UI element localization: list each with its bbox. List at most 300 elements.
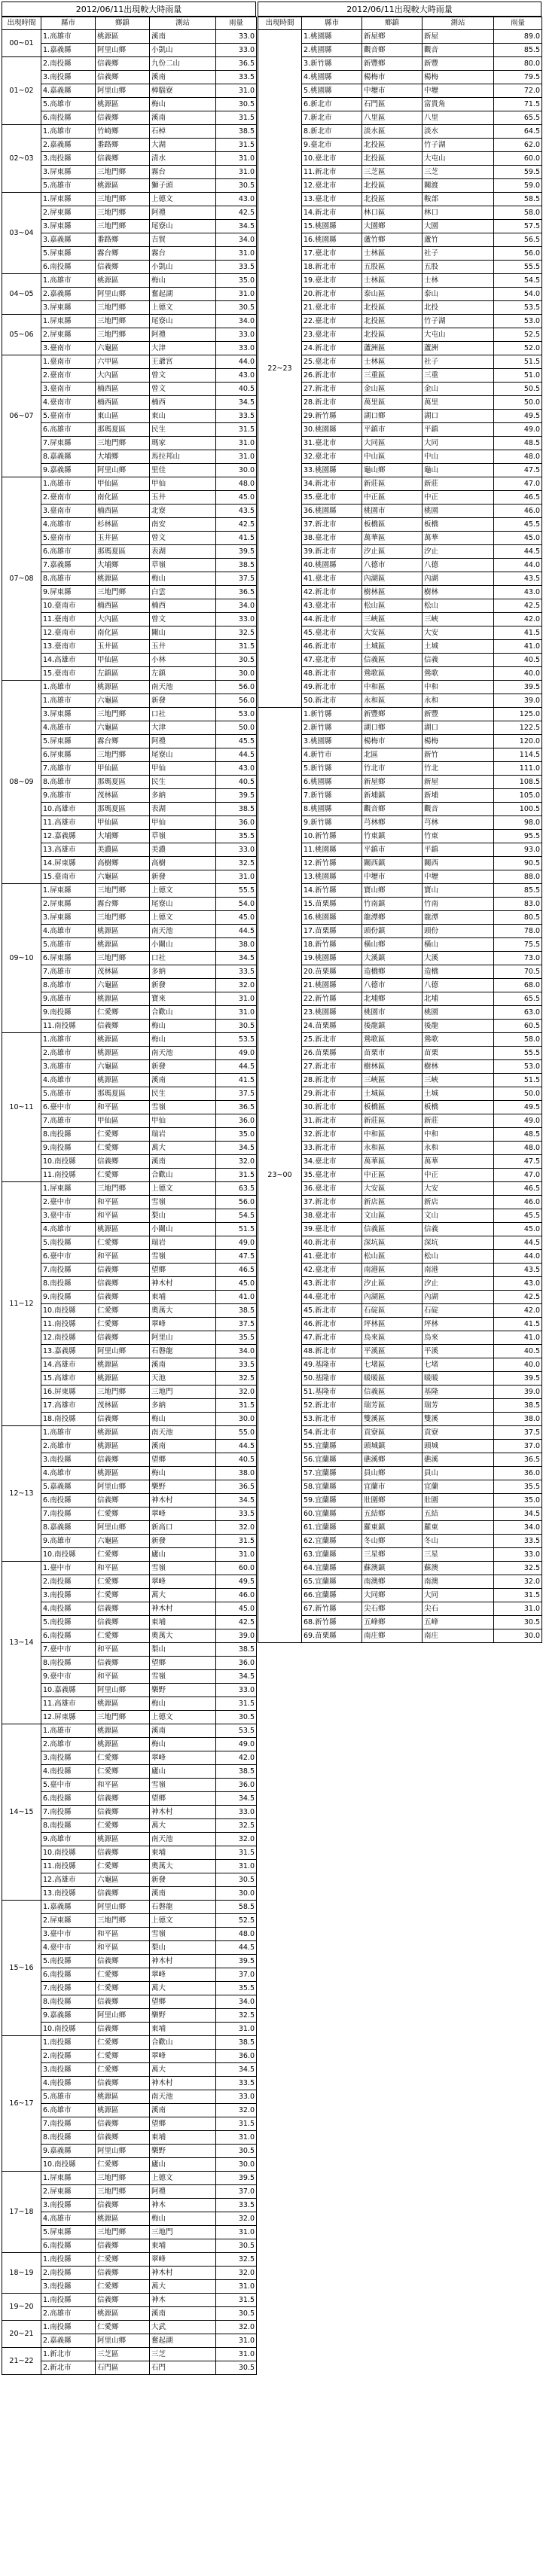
rainfall-cell: 56.0 [216, 681, 257, 694]
table-row [2, 30, 257, 44]
county-cell: 6.南投縣 [41, 1968, 96, 1982]
county-cell: 9.新竹縣 [302, 816, 362, 830]
time-slot-cell: 09~10 [2, 884, 41, 1033]
county-cell: 3.屏東縣 [41, 708, 96, 721]
township-cell: 茂林區 [96, 789, 150, 803]
station-cell: 上德文 [150, 1914, 216, 1928]
township-cell: 蘆洲區 [362, 342, 423, 355]
rainfall-cell: 33.0 [216, 2090, 257, 2104]
county-cell: 36.臺北市 [302, 1182, 362, 1196]
time-slot-cell: 19~20 [2, 2294, 41, 2321]
station-cell: 雙溪 [423, 1413, 494, 1426]
county-cell: 5.高雄市 [41, 938, 96, 952]
county-cell: 10.南投縣 [41, 1304, 96, 1318]
county-cell: 1.屏東縣 [41, 884, 96, 898]
township-cell: 石碇區 [362, 1304, 423, 1318]
county-cell: 5.高雄市 [41, 2090, 96, 2104]
rainfall-cell: 40.5 [494, 1345, 542, 1358]
rainfall-cell: 122.5 [494, 721, 542, 735]
county-cell: 46.新北市 [302, 640, 362, 654]
rainfall-cell: 56.0 [494, 247, 542, 261]
county-cell: 12.南投縣 [41, 1331, 96, 1345]
rainfall-cell: 85.5 [494, 884, 542, 898]
rainfall-cell: 30.5 [216, 1711, 257, 1724]
rainfall-cell: 39.0 [494, 1386, 542, 1399]
rainfall-cell: 108.5 [494, 776, 542, 789]
county-cell: 16.桃園縣 [302, 911, 362, 925]
county-cell: 37.新北市 [302, 1196, 362, 1209]
township-cell: 士林區 [362, 247, 423, 261]
station-cell: 南天池 [150, 2090, 216, 2104]
township-cell: 美濃區 [96, 843, 150, 857]
rainfall-cell: 60.5 [494, 1020, 542, 1033]
station-cell: 中正 [423, 491, 494, 505]
township-cell: 那瑪夏區 [96, 423, 150, 437]
township-cell: 新莊區 [362, 477, 423, 491]
rainfall-cell: 39.0 [216, 1629, 257, 1643]
rainfall-cell: 58.5 [216, 1901, 257, 1914]
township-cell: 仁愛鄉 [96, 2158, 150, 2172]
township-cell: 大內區 [96, 613, 150, 626]
township-cell: 阿里山鄉 [96, 1521, 150, 1535]
rainfall-cell: 34.5 [216, 1142, 257, 1155]
county-cell: 32.臺北市 [302, 450, 362, 464]
township-cell: 汐止區 [362, 545, 423, 559]
rainfall-cell: 36.0 [216, 1657, 257, 1670]
station-cell: 萬華 [423, 1155, 494, 1169]
township-cell: 羅東鎮 [362, 1521, 423, 1535]
rainfall-cell: 30.5 [216, 2361, 257, 2375]
station-cell: 龍潭 [423, 911, 494, 925]
rainfall-cell: 33.5 [216, 261, 257, 274]
time-slot-cell: 08~09 [2, 681, 41, 884]
station-cell: 萬華 [423, 532, 494, 545]
table-row [2, 125, 257, 139]
township-cell: 平鎮市 [362, 423, 423, 437]
station-cell: 口社 [150, 708, 216, 721]
station-cell: 合歡山 [150, 2036, 216, 2050]
station-cell: 五結 [423, 1507, 494, 1521]
rainfall-cell: 43.5 [494, 572, 542, 586]
rainfall-cell: 32.5 [216, 1819, 257, 1833]
station-cell: 八里 [423, 111, 494, 125]
county-cell: 15.高雄市 [41, 1372, 96, 1386]
county-cell: 12.屏東縣 [41, 1711, 96, 1724]
county-cell: 45.新北市 [302, 1304, 362, 1318]
county-cell: 32.新北市 [302, 1128, 362, 1142]
county-cell: 2.南投縣 [41, 2267, 96, 2280]
county-cell: 9.高雄市 [41, 1833, 96, 1846]
rainfall-cell: 37.0 [216, 1968, 257, 1982]
station-cell: 尖石 [423, 1602, 494, 1616]
township-cell: 桃源區 [96, 274, 150, 288]
rainfall-cell: 31.5 [216, 1846, 257, 1860]
station-cell: 溪南 [150, 111, 216, 125]
station-cell: 南天池 [150, 681, 216, 694]
station-cell: 大武 [150, 2321, 216, 2334]
township-cell: 仁愛鄉 [96, 2253, 150, 2267]
station-cell: 多納 [150, 965, 216, 979]
township-cell: 三地門鄉 [96, 220, 150, 233]
rainfall-cell: 45.0 [216, 1602, 257, 1616]
station-cell: 信義 [423, 1223, 494, 1236]
county-cell: 1.屏東縣 [41, 2172, 96, 2185]
rainfall-cell: 95.5 [494, 830, 542, 843]
station-cell: 新發 [150, 1873, 216, 1887]
township-cell: 內湖區 [362, 572, 423, 586]
rainfall-cell: 40.0 [494, 667, 542, 681]
county-cell: 2.屏東縣 [41, 1914, 96, 1928]
township-cell: 林口區 [362, 206, 423, 220]
township-cell: 鶯歌區 [362, 667, 423, 681]
station-cell: 梅山 [150, 1697, 216, 1711]
township-cell: 五峰鄉 [362, 1616, 423, 1629]
station-cell: 小凱山 [150, 44, 216, 57]
rainfall-cell: 45.0 [494, 1223, 542, 1236]
station-cell: 樂野 [150, 2145, 216, 2158]
township-cell: 中正區 [362, 491, 423, 505]
county-cell: 1.南投縣 [41, 2253, 96, 2267]
county-cell: 2.南投縣 [41, 2050, 96, 2063]
station-cell: 雪嶺 [150, 1101, 216, 1114]
county-cell: 44.新北市 [302, 613, 362, 626]
rainfall-cell: 36.0 [216, 2050, 257, 2063]
township-cell: 永和區 [362, 1142, 423, 1155]
station-cell: 梅山 [150, 1738, 216, 1751]
county-cell: 3.南投縣 [41, 71, 96, 84]
township-cell: 大埔鄉 [96, 830, 150, 843]
station-cell: 小關山 [150, 938, 216, 952]
township-cell: 玉井區 [96, 640, 150, 654]
rainfall-cell: 32.0 [216, 2104, 257, 2117]
station-cell: 望鄉 [150, 1264, 216, 1277]
county-cell: 1.臺南市 [41, 355, 96, 369]
rainfall-cell: 42.5 [216, 206, 257, 220]
rainfall-cell: 51.5 [494, 1074, 542, 1087]
county-cell: 4.高雄市 [41, 1223, 96, 1236]
county-cell: 13.臺南市 [41, 640, 96, 654]
township-cell: 阿里山鄉 [96, 1480, 150, 1494]
time-slot-cell: 11~12 [2, 1182, 41, 1426]
township-cell: 板橋區 [362, 518, 423, 532]
station-cell: 大同 [423, 1589, 494, 1602]
township-cell: 芎林鄉 [362, 816, 423, 830]
county-cell: 5.屏東縣 [41, 735, 96, 748]
township-cell: 竹東鎮 [362, 830, 423, 843]
header-time: 出現時間 [258, 17, 302, 30]
township-cell: 六龜區 [96, 870, 150, 884]
township-cell: 桃源區 [96, 1697, 150, 1711]
county-cell: 5.高雄市 [41, 1087, 96, 1101]
rainfall-cell: 114.5 [494, 748, 542, 762]
station-cell: 富貴角 [423, 98, 494, 111]
county-cell: 15.苗栗縣 [302, 898, 362, 911]
station-cell: 社子 [423, 247, 494, 261]
township-cell: 新豐鄉 [362, 708, 423, 721]
rainfall-cell: 30.5 [216, 1873, 257, 1887]
county-cell: 20.新北市 [302, 288, 362, 301]
rainfall-cell: 38.5 [216, 803, 257, 816]
county-cell: 45.臺北市 [302, 626, 362, 640]
station-cell: 新發 [150, 1060, 216, 1074]
station-cell: 中山 [423, 450, 494, 464]
rainfall-cell: 30.5 [216, 301, 257, 315]
time-slot-cell: 15~16 [2, 1901, 41, 2036]
table-row [2, 315, 257, 328]
station-cell: 中正 [423, 1169, 494, 1182]
station-cell: 永和 [423, 694, 494, 708]
county-cell: 1.高雄市 [41, 1426, 96, 1440]
township-cell: 南澳鄉 [362, 1575, 423, 1589]
county-cell: 39.新北市 [302, 545, 362, 559]
rainfall-cell: 32.0 [216, 1833, 257, 1846]
township-cell: 萬華區 [362, 1155, 423, 1169]
township-cell: 三地門鄉 [96, 328, 150, 342]
county-cell: 42.臺北市 [302, 1264, 362, 1277]
county-cell: 14.高雄市 [41, 1358, 96, 1372]
county-cell: 9.高雄市 [41, 992, 96, 1006]
station-cell: 神木村 [150, 1806, 216, 1819]
county-cell: 1.高雄市 [41, 125, 96, 139]
township-cell: 信義鄉 [96, 2239, 150, 2253]
township-cell: 淡水區 [362, 125, 423, 139]
county-cell: 57.宜蘭縣 [302, 1467, 362, 1480]
county-cell: 6.南投縣 [41, 1792, 96, 1806]
table-row [2, 884, 257, 898]
county-cell: 5.桃園縣 [302, 84, 362, 98]
township-cell: 阿里山鄉 [96, 84, 150, 98]
township-cell: 龜山鄉 [362, 464, 423, 477]
county-cell: 2.高雄市 [41, 1440, 96, 1453]
rainfall-cell: 54.0 [494, 288, 542, 301]
township-cell: 桃源區 [96, 1372, 150, 1386]
township-cell: 北埔鄉 [362, 992, 423, 1006]
rainfall-cell: 36.0 [216, 816, 257, 830]
time-slot-cell: 03~04 [2, 193, 41, 274]
county-cell: 10.臺南市 [41, 599, 96, 613]
station-cell: 上德文 [150, 2172, 216, 2185]
township-cell: 信義鄉 [96, 111, 150, 125]
county-cell: 7.南投縣 [41, 1264, 96, 1277]
township-cell: 新屋鄉 [362, 776, 423, 789]
county-cell: 2.桃園縣 [302, 44, 362, 57]
township-cell: 信義鄉 [96, 1955, 150, 1968]
county-cell: 16.屏東縣 [41, 1386, 96, 1399]
header-county: 縣市 [41, 17, 96, 30]
county-cell: 1.臺中市 [41, 1562, 96, 1575]
county-cell: 12.高雄市 [41, 1873, 96, 1887]
station-cell: 瑪家 [150, 437, 216, 450]
township-cell: 阿里山鄉 [96, 2145, 150, 2158]
rainfall-cell: 43.0 [216, 762, 257, 776]
rainfall-cell: 79.5 [494, 71, 542, 84]
station-cell: 蘆竹 [423, 233, 494, 247]
county-cell: 31.臺北市 [302, 437, 362, 450]
township-cell: 北投區 [362, 301, 423, 315]
rainfall-cell: 49.5 [494, 1101, 542, 1114]
county-cell: 50.新北市 [302, 694, 362, 708]
township-cell: 大同區 [362, 437, 423, 450]
township-cell: 桃源區 [96, 1033, 150, 1047]
station-cell: 北寮 [150, 505, 216, 518]
township-cell: 信義鄉 [96, 261, 150, 274]
township-cell: 高樹鄉 [96, 857, 150, 870]
rainfall-cell: 55.5 [494, 261, 542, 274]
rainfall-cell: 32.0 [216, 2212, 257, 2226]
township-cell: 信義鄉 [96, 1155, 150, 1169]
station-cell: 上德文 [150, 911, 216, 925]
rainfall-cell: 34.5 [216, 1670, 257, 1684]
rainfall-cell: 44.5 [216, 748, 257, 762]
station-cell: 寶山 [423, 884, 494, 898]
county-cell: 18.新竹縣 [302, 938, 362, 952]
rainfall-cell: 43.0 [494, 586, 542, 599]
station-cell: 泰山 [423, 288, 494, 301]
station-cell: 馬拉邦山 [150, 450, 216, 464]
station-cell: 大屯山 [423, 152, 494, 166]
station-cell: 鞍部 [423, 193, 494, 206]
station-cell: 樟腦寮 [150, 84, 216, 98]
township-cell: 中山區 [362, 450, 423, 464]
township-cell: 阿里山鄉 [96, 1901, 150, 1914]
county-cell: 62.宜蘭縣 [302, 1535, 362, 1548]
rainfall-cell: 30.0 [216, 1413, 257, 1426]
county-cell: 10.南投縣 [41, 2158, 96, 2172]
township-cell: 信義鄉 [96, 1806, 150, 1819]
rainfall-cell: 41.5 [494, 626, 542, 640]
rainfall-cell: 30.5 [216, 179, 257, 193]
rainfall-cell: 33.0 [216, 1806, 257, 1819]
county-cell: 1.屏東縣 [41, 1182, 96, 1196]
township-cell: 和平區 [96, 1941, 150, 1955]
station-cell: 松山 [423, 1250, 494, 1264]
rainfall-cell: 30.5 [216, 1020, 257, 1033]
township-cell: 左鎮區 [96, 667, 150, 681]
township-cell: 桃源區 [96, 1223, 150, 1236]
rainfall-cell: 31.5 [216, 1169, 257, 1182]
county-cell: 43.臺北市 [302, 599, 362, 613]
rainfall-cell: 54.5 [494, 274, 542, 288]
time-slot-cell: 10~11 [2, 1033, 41, 1182]
township-cell: 甲仙區 [96, 654, 150, 667]
rainfall-cell: 31.5 [216, 1535, 257, 1548]
rainfall-cell: 36.0 [216, 1779, 257, 1792]
county-cell: 9.臺北市 [302, 139, 362, 152]
right-header-row [258, 17, 542, 30]
county-cell: 12.嘉義縣 [41, 830, 96, 843]
township-cell: 南化區 [96, 491, 150, 505]
station-cell: 金山 [423, 383, 494, 396]
station-cell: 萬大 [150, 2280, 216, 2294]
rainfall-cell: 34.5 [216, 1792, 257, 1806]
station-cell: 上德文 [150, 884, 216, 898]
township-cell: 信義鄉 [96, 1494, 150, 1507]
station-cell: 基隆 [423, 1386, 494, 1399]
rainfall-cell: 48.0 [494, 1142, 542, 1155]
township-cell: 楠西區 [96, 396, 150, 410]
township-cell: 仁愛鄉 [96, 1318, 150, 1331]
rainfall-cell: 50.0 [216, 721, 257, 735]
station-cell: 後龍 [423, 1020, 494, 1033]
county-cell: 7.高雄市 [41, 762, 96, 776]
county-cell: 27.新北市 [302, 383, 362, 396]
station-cell: 民生 [150, 776, 216, 789]
rainfall-cell: 31.0 [216, 2280, 257, 2294]
township-cell: 和平區 [96, 1101, 150, 1114]
station-cell: 壯圍 [423, 1494, 494, 1507]
township-cell: 那瑪夏區 [96, 803, 150, 816]
rainfall-cell: 36.5 [494, 1453, 542, 1467]
table-row [2, 193, 257, 206]
county-cell: 24.新北市 [302, 342, 362, 355]
township-cell: 信義鄉 [96, 1264, 150, 1277]
county-cell: 11.桃園縣 [302, 843, 362, 857]
rainfall-cell: 34.5 [216, 2063, 257, 2077]
rainfall-cell: 31.0 [216, 247, 257, 261]
county-cell: 10.高雄市 [41, 803, 96, 816]
township-cell: 後龍鎮 [362, 1020, 423, 1033]
station-cell: 北埔 [423, 992, 494, 1006]
township-cell: 信義鄉 [96, 2294, 150, 2307]
county-cell: 8.高雄市 [41, 572, 96, 586]
county-cell: 3.臺南市 [41, 383, 96, 396]
rainfall-cell: 31.5 [216, 1697, 257, 1711]
township-cell: 中正區 [362, 1169, 423, 1182]
county-cell: 14.新竹縣 [302, 884, 362, 898]
county-cell: 8.新北市 [302, 125, 362, 139]
header-township: 鄉鎮 [96, 17, 150, 30]
rainfall-cell: 32.0 [216, 1521, 257, 1535]
county-cell: 31.新北市 [302, 1114, 362, 1128]
township-cell: 頭份鎮 [362, 925, 423, 938]
station-cell: 竹北 [423, 762, 494, 776]
township-cell: 仁愛鄉 [96, 1142, 150, 1155]
township-cell: 大同鄉 [362, 1589, 423, 1602]
rainfall-cell: 30.5 [216, 2145, 257, 2158]
table-row [2, 2172, 257, 2185]
station-cell: 大同 [423, 437, 494, 450]
township-cell: 仁愛鄉 [96, 1765, 150, 1779]
township-cell: 桃源區 [96, 2307, 150, 2321]
county-cell: 2.臺中市 [41, 1196, 96, 1209]
station-cell: 梅山 [150, 98, 216, 111]
township-cell: 那瑪夏區 [96, 545, 150, 559]
station-cell: 合歡山 [150, 1169, 216, 1182]
township-cell: 仁愛鄉 [96, 1589, 150, 1602]
county-cell: 56.宜蘭縣 [302, 1453, 362, 1467]
rainfall-cell: 39.5 [494, 1372, 542, 1386]
township-cell: 仁愛鄉 [96, 1006, 150, 1020]
township-cell: 桃源區 [96, 1738, 150, 1751]
station-cell: 尾寮山 [150, 220, 216, 233]
station-cell: 樹林 [423, 586, 494, 599]
county-cell: 1.桃園縣 [302, 30, 362, 44]
township-cell: 和平區 [96, 1928, 150, 1941]
station-cell: 東埔 [150, 2023, 216, 2036]
station-cell: 七堵 [423, 1358, 494, 1372]
county-cell: 48.新北市 [302, 1345, 362, 1358]
township-cell: 仁愛鄉 [96, 2321, 150, 2334]
rainfall-cell: 31.0 [216, 437, 257, 450]
township-cell: 六龜區 [96, 1060, 150, 1074]
station-cell: 溪南 [150, 2307, 216, 2321]
rainfall-cell: 40.5 [216, 776, 257, 789]
township-cell: 楊梅市 [362, 71, 423, 84]
township-cell: 大內區 [96, 369, 150, 383]
township-cell: 大溪鎮 [362, 952, 423, 965]
rainfall-cell: 30.5 [216, 654, 257, 667]
township-cell: 汐止區 [362, 1277, 423, 1291]
